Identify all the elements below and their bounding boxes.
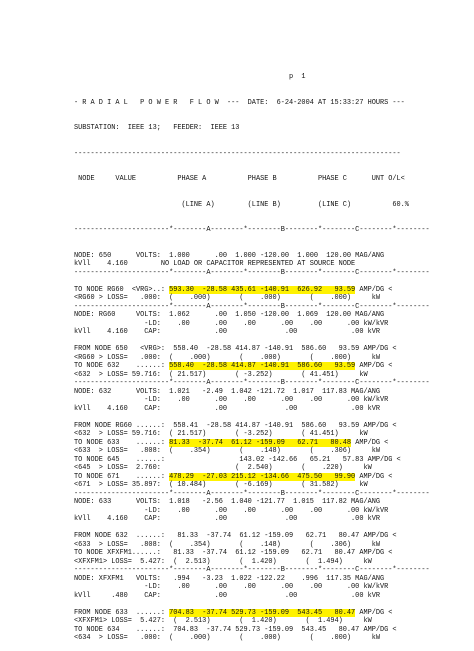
line-text: NODE: RG60 VOLTS: 1.062 .00 1.050 -120.00 1.069 120.00 MAG/ANG bbox=[74, 311, 385, 319]
report-line bbox=[74, 371, 430, 380]
substation-line: SUBSTATION: IEEE 13; FEEDER: IEEE 13 bbox=[74, 124, 240, 132]
report-line bbox=[74, 422, 430, 431]
block-gap bbox=[74, 337, 430, 346]
line-text: FROM NODE 633 ......: bbox=[74, 608, 170, 617]
line-text: NODE: XFXFM1 VOLTS: .994 -3.23 1.022 -122.22 .996 117.35 MAG/ANG bbox=[74, 574, 385, 583]
line-text: AMP/DG < bbox=[355, 362, 393, 370]
report-line bbox=[74, 328, 430, 337]
report-line bbox=[74, 388, 430, 397]
report-line bbox=[74, 456, 430, 465]
line-text: AMP/DG < bbox=[355, 472, 393, 481]
report-line bbox=[74, 498, 430, 507]
report-line bbox=[74, 286, 430, 295]
line-text: NODE: 650 VOLTS: 1.000 .00 1.000 -120.00 1.000 120.00 MAG/ANG bbox=[74, 251, 385, 260]
block-gap bbox=[74, 277, 430, 286]
line-text: -----------------------*--------A--------*--------B--------*--------C--------*-------- bbox=[74, 268, 430, 277]
line-text: AMP/DG < bbox=[355, 608, 393, 617]
line-text: TO NODE 645 ......: 143.02 -142.66 65.21 57.83 AMP/DG < bbox=[74, 455, 401, 464]
report-line bbox=[74, 303, 430, 312]
line-text: AMP/DG < bbox=[351, 438, 389, 447]
line-text: <645 > LOSS= 2.760: ( 2.540) ( .220) kW bbox=[74, 464, 372, 472]
line-text: kVll .480 CAP: .00 .00 .00 kVR bbox=[74, 591, 380, 600]
line-text: FROM NODE 650 <VRG>: 558.40 -28.58 414.87 -140.91 586.60 93.59 AMP/DG < bbox=[74, 345, 397, 353]
report-line bbox=[74, 481, 430, 490]
report-line bbox=[74, 490, 430, 499]
line-text: NODE: 632 VOLTS: 1.021 -2.49 1.042 -121.72 1.017 117.83 MAG/ANG bbox=[74, 387, 380, 396]
line-text: FROM NODE RG60 ......: 558.41 -28.58 414.87 -140.91 586.60 93.59 AMP/DG < bbox=[74, 421, 397, 430]
highlighted-values: 593.30 -28.58 435.61 -140.91 626.92 93.59 bbox=[169, 285, 356, 294]
power-flow-report bbox=[74, 56, 430, 651]
highlighted-values: 81.33 -37.74 61.12 -159.09 62.71 80.48 bbox=[169, 438, 352, 447]
report-line bbox=[74, 294, 430, 303]
report-block bbox=[74, 252, 430, 278]
report-line bbox=[74, 447, 430, 456]
report-line bbox=[74, 626, 430, 635]
line-text: -----------------------*--------A--------*--------B--------*--------C--------*-------- bbox=[74, 379, 430, 387]
highlighted-values: 478.29 -27.03 215.12 -134.66 475.50 99.90 bbox=[169, 472, 356, 481]
line-text: TO NODE XFXFM1......: 81.33 -37.74 61.12 -159.09 62.71 80.47 AMP/DG < bbox=[74, 549, 393, 557]
report-line bbox=[74, 405, 430, 414]
report-line bbox=[74, 575, 430, 584]
report-body bbox=[74, 252, 430, 643]
report-block bbox=[74, 422, 430, 524]
report-block bbox=[74, 532, 430, 600]
page-number: p 1 bbox=[74, 73, 306, 81]
line-text: -----------------------*--------A--------*--------B--------*--------C--------*-------- bbox=[74, 489, 430, 498]
line-text: TO NODE 632 ......: bbox=[74, 362, 170, 370]
report-line bbox=[74, 541, 430, 550]
report-line bbox=[74, 464, 430, 473]
line-text: -LD: .00 .00 .00 .00 .00 .00 kW/kVR bbox=[74, 396, 389, 404]
report-line bbox=[74, 269, 430, 278]
line-text: TO NODE 671 ......: bbox=[74, 472, 170, 481]
line-text: -LD: .00 .00 .00 .00 .00 .00 kW/kVR bbox=[74, 319, 389, 328]
report-line bbox=[74, 345, 430, 354]
line-text: -----------------------*--------A--------*--------B--------*--------C--------*-------- bbox=[74, 302, 430, 311]
line-text: <XFXFM1> LOSS= 5.427: ( 2.513) ( 1.420) ( 1.494) kW bbox=[74, 617, 372, 625]
phase-separator: -----------------------*--------A--------*--------B--------*--------C--------*-------- bbox=[74, 226, 430, 234]
report-line bbox=[74, 354, 430, 363]
report-block bbox=[74, 345, 430, 413]
line-text: kVll 4.160 NO LOAD OR CAPACITOR REPRESENTED AT SOURCE NODE bbox=[74, 260, 356, 268]
report-line bbox=[74, 362, 430, 371]
line-text: <634 > LOSS= .000: ( .000) ( .000) ( .000) kW bbox=[74, 634, 380, 642]
line-text: kVll 4.160 CAP: .00 .00 .00 kVR bbox=[74, 515, 380, 523]
report-line bbox=[74, 439, 430, 448]
report-line bbox=[74, 515, 430, 524]
report-line bbox=[74, 473, 430, 482]
line-text: <633 > LOSS= .808: ( .354) ( .148) ( .306) kW bbox=[74, 540, 380, 549]
line-text: <632 > LOSS= 59.716: ( 21.517) ( -3.252) ( 41.451) kW bbox=[74, 370, 368, 379]
line-text: TO NODE RG60 <VRG>..: bbox=[74, 285, 170, 294]
report-line bbox=[74, 396, 430, 405]
report-line bbox=[74, 617, 430, 626]
column-header-2: (LINE A) (LINE B) (LINE C) 60.% bbox=[74, 200, 409, 209]
line-text: <632 > LOSS= 59.716: ( 21.517) ( -3.252) ( 41.451) kW bbox=[74, 430, 368, 438]
line-text: AMP/DG < bbox=[355, 285, 393, 294]
line-text: <XFXFM1> LOSS= 5.427: ( 2.513) ( 1.420) ( 1.494) kW bbox=[74, 557, 372, 566]
report-line bbox=[74, 592, 430, 601]
report-line bbox=[74, 430, 430, 439]
report-line bbox=[74, 549, 430, 558]
line-text: -----------------------*--------A--------*--------B--------*--------C--------*-------- bbox=[74, 566, 430, 574]
line-text: <633 > LOSS= .808: ( .354) ( .148) ( .306) kW bbox=[74, 447, 380, 455]
report-line bbox=[74, 634, 430, 643]
report-line bbox=[74, 507, 430, 516]
report-line bbox=[74, 260, 430, 269]
block-gap bbox=[74, 524, 430, 533]
line-text: NODE: 633 VOLTS: 1.018 -2.56 1.040 -121.77 1.015 117.82 MAG/ANG bbox=[74, 498, 380, 506]
report-block bbox=[74, 286, 430, 337]
report-line bbox=[74, 320, 430, 329]
line-text: <RG60 > LOSS= .000: ( .000) ( .000) ( .000) kW bbox=[74, 353, 380, 362]
line-text: FROM NODE 632 ......: 81.33 -37.74 61.12 -159.09 62.71 80.47 AMP/DG < bbox=[74, 532, 397, 540]
report-line bbox=[74, 583, 430, 592]
report-line bbox=[74, 609, 430, 618]
highlighted-values: 704.83 -37.74 529.73 -159.09 543.45 80.47 bbox=[169, 608, 356, 617]
report-line bbox=[74, 566, 430, 575]
line-text: kVll 4.160 CAP: .00 .00 .00 kVR bbox=[74, 328, 380, 336]
report-line bbox=[74, 311, 430, 320]
line-text: TO NODE 633 ......: bbox=[74, 438, 170, 447]
line-text: -LD: .00 .00 .00 .00 .00 .00 kW/kVR bbox=[74, 506, 389, 515]
line-text: kVll 4.160 CAP: .00 .00 .00 kVR bbox=[74, 404, 380, 413]
report-line bbox=[74, 379, 430, 388]
report-title: - R A D I A L P O W E R F L O W --- DATE: 6-24-2004 AT 15:33:27 HOURS --- bbox=[74, 98, 405, 107]
line-text: <671 > LOSS= 35.897: ( 10.484) ( -6.169) ( 31.582) kW bbox=[74, 481, 368, 489]
report-line bbox=[74, 558, 430, 567]
column-header-1: NODE VALUE PHASE A PHASE B PHASE C UNT O/L< bbox=[74, 175, 405, 183]
report-line bbox=[74, 532, 430, 541]
line-text: -LD: .00 .00 .00 .00 .00 .00 kW/kVR bbox=[74, 583, 389, 591]
block-gap bbox=[74, 600, 430, 609]
highlighted-values: 558.40 -28.58 414.87 -140.91 586.60 93.59 bbox=[169, 362, 356, 370]
line-text: TO NODE 634 ......: 704.83 -37.74 529.73 -159.09 543.45 80.47 AMP/DG < bbox=[74, 625, 397, 634]
line-text: <RG60 > LOSS= .000: ( .000) ( .000) ( .000) kW bbox=[74, 294, 380, 302]
header-rule: ------------------------------------------------------------------------------- bbox=[74, 149, 401, 158]
report-block bbox=[74, 609, 430, 643]
report-line bbox=[74, 252, 430, 261]
block-gap bbox=[74, 413, 430, 422]
